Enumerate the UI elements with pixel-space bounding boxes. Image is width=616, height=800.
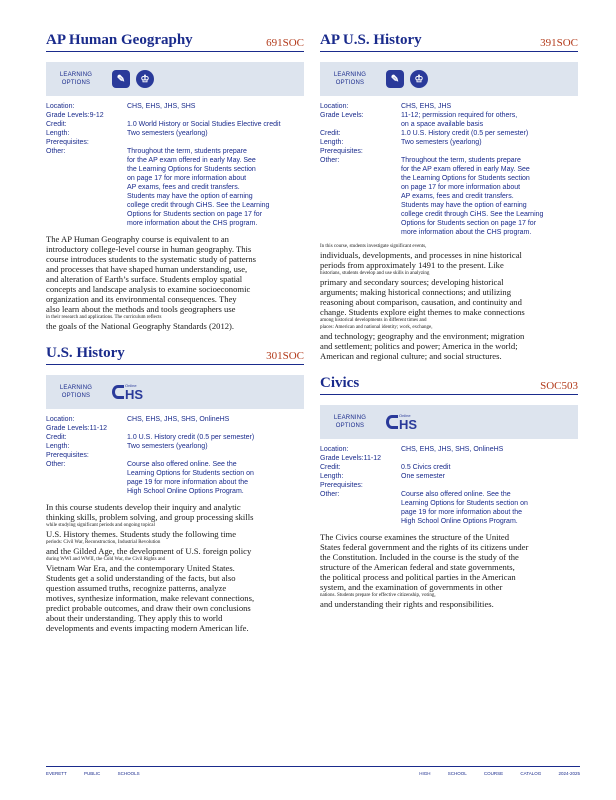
- prerequisites-value: [127, 138, 304, 147]
- desc-line: In this course students develop their inquiry and analytic: [46, 502, 241, 512]
- location-label: Location:: [46, 416, 75, 423]
- desc-line: arguments; making historical connections; and utilizing: [320, 287, 512, 297]
- other-label: Other:: [320, 157, 340, 164]
- desc-line: thinking skills, problem solving, and group processing skills: [46, 512, 254, 522]
- course-us-history: [46, 343, 304, 633]
- footer-text: SCHOOLS: [117, 771, 140, 776]
- other-label: Other:: [46, 461, 66, 468]
- prerequisites-value: [127, 451, 304, 460]
- desc-line: and the Gilded Age, the development of U.S. foreign policy: [46, 546, 252, 556]
- ap-icon: ✎: [386, 70, 404, 88]
- learning-options-label: LEARNING OPTIONS: [333, 415, 367, 429]
- location-value: CHS, EHS, JHS, SHS: [127, 103, 196, 110]
- course-info: [320, 102, 578, 237]
- course-description: [320, 243, 578, 361]
- other-value: Course also offered online. See the Learning Options for Students section on page 19 for more information about the High School Online Options Program.: [401, 491, 528, 525]
- learning-options-icons: [386, 70, 428, 88]
- desc-line: while studying significant periods and ongoing topical: [46, 523, 155, 528]
- course-code: 691SOC: [266, 37, 304, 49]
- footer-left: [46, 771, 156, 776]
- course-title: AP U.S. History: [320, 32, 422, 48]
- desc-line: structure of the American federal and state governments,: [320, 562, 515, 572]
- desc-line: during WWI and WWII, the Cold War, the Civil Rights and: [46, 557, 166, 562]
- footer-text: CATALOG: [520, 771, 542, 776]
- footer-right: [403, 771, 580, 776]
- learning-options-icons: [112, 384, 143, 401]
- credit-value: 1.0 U.S. History credit (0.5 per semester): [401, 130, 529, 137]
- footer-text: 2024-2025: [558, 771, 580, 776]
- prerequisites-value: [401, 481, 578, 490]
- grade-levels-label: Grade Levels:: [320, 112, 364, 119]
- desc-line: motives, synthesize information, make relevant connections,: [46, 593, 255, 603]
- desc-line: concepts and landscape analysis to examine socioeconomic: [46, 284, 251, 294]
- college-credit-icon: ♔: [136, 70, 154, 88]
- desc-line: change. Students explore eight themes to make connections: [320, 307, 525, 317]
- desc-line: also learn about the methods and tools geographers use: [46, 304, 236, 314]
- grade-levels-value: 11-12; permission required for others, on a space available basis: [401, 112, 518, 128]
- length-value: Two semesters (yearlong): [401, 139, 482, 146]
- other-value: Throughout the term, students prepare for the AP exam offered in early May. See the Learning Options for Students section on page 17 for more information about AP exams, fees and credit transfers. Students may have the option of earning college credit through CiHS. See the Learning Options for Students section on page 17 for more information about the CHS program.: [127, 148, 270, 227]
- course-info: [46, 415, 304, 496]
- learning-options-label: LEARNING OPTIONS: [333, 72, 367, 86]
- desc-line: and processes that have shaped human understanding, use,: [46, 264, 248, 274]
- footer-text: EVERETT: [46, 771, 67, 776]
- length-label: Length:: [320, 139, 344, 146]
- desc-line: historians, students develop and use skills in analyzing: [320, 271, 430, 276]
- left-column: [46, 30, 304, 633]
- learning-options-icons: [386, 414, 417, 431]
- ap-icon: ✎: [112, 70, 130, 88]
- other-value: Throughout the term, students prepare for the AP exam offered in early May. See the Learning Options for Students section on page 17 for more information about AP exams, fees and credit transfers. Students may have the option of earning college credit through CiHS. See the Learning Options for Students section on page 17 for more information about the CHS program.: [401, 157, 544, 236]
- course-info: [46, 102, 304, 228]
- desc-line: course introduces students to the systematic study of patterns: [46, 254, 257, 264]
- prerequisites-label: Prerequisites:: [46, 139, 89, 146]
- desc-line: in their research and applications. The curriculum reflects: [46, 315, 162, 320]
- desc-line: individuals, developments, and processes in nine historical: [320, 250, 522, 260]
- grade-levels-label: Grade Levels:11-12: [46, 425, 107, 432]
- desc-line: primary and secondary sources; developing historical: [320, 277, 504, 287]
- course-code: SOC503: [540, 380, 578, 392]
- learning-options-box: [46, 62, 304, 96]
- desc-line: developments and events impacting modern American life.: [46, 623, 249, 633]
- course-info: [320, 445, 578, 526]
- course-description: [46, 502, 304, 633]
- prerequisites-label: Prerequisites:: [46, 452, 89, 459]
- credit-value: 1.0 World History or Social Studies Elective credit: [127, 121, 281, 128]
- location-label: Location:: [320, 103, 349, 110]
- desc-line: and alteration of Earth’s surface. Students employ spatial: [46, 274, 243, 284]
- desc-line: Students get a solid understanding of the facts, but also: [46, 573, 236, 583]
- credit-label: Credit:: [320, 464, 341, 471]
- desc-line: States federal government and the rights of its citizens under: [320, 542, 529, 552]
- desc-line: and understanding their rights and responsibilities.: [320, 599, 494, 609]
- desc-line: and technology; geography and the environment; migration: [320, 331, 525, 341]
- location-value: CHS, EHS, JHS, SHS, OnlineHS: [127, 416, 230, 423]
- desc-line: the Constitution. Included in the course is the study of the: [320, 552, 519, 562]
- length-value: One semester: [401, 473, 445, 480]
- course-ap-human-geography: [46, 30, 304, 331]
- desc-line: system, and the examination of governments in other: [320, 582, 503, 592]
- desc-line: introductory college-level course in human geography. This: [46, 244, 252, 254]
- learning-options-box: [320, 405, 578, 439]
- desc-line: American and regional culture; and social structures.: [320, 351, 502, 361]
- desc-line: Vietnam War Era, and the contemporary United States.: [46, 563, 235, 573]
- desc-line: In this course, students investigate significant events,: [320, 244, 427, 249]
- course-title: AP Human Geography: [46, 32, 193, 48]
- desc-line: The Civics course examines the structure of the United: [320, 532, 510, 542]
- college-credit-icon: ♔: [410, 70, 428, 88]
- desc-line: question assumed truths, recognize patterns, analyze: [46, 583, 227, 593]
- location-value: CHS, EHS, JHS, SHS, OnlineHS: [401, 446, 504, 453]
- credit-value: 1.0 U.S. History credit (0.5 per semester): [127, 434, 255, 441]
- course-description: [46, 234, 304, 331]
- desc-line: periods: Civil War, Reconstruction, Industrial Revolution: [46, 540, 161, 545]
- prerequisites-label: Prerequisites:: [320, 482, 363, 489]
- right-column: [320, 30, 578, 609]
- course-title: U.S. History: [46, 345, 125, 361]
- footer-text: HIGH: [419, 771, 431, 776]
- learning-options-box: [46, 375, 304, 409]
- location-value: CHS, EHS, JHS: [401, 103, 452, 110]
- desc-line: and settlement; politics and power; America in the world;: [320, 341, 518, 351]
- length-value: Two semesters (yearlong): [127, 130, 208, 137]
- course-code: 391SOC: [540, 37, 578, 49]
- length-label: Length:: [320, 473, 344, 480]
- course-header: [46, 30, 304, 52]
- credit-label: Credit:: [320, 130, 341, 137]
- credit-label: Credit:: [46, 434, 67, 441]
- learning-options-label: LEARNING OPTIONS: [59, 385, 93, 399]
- grade-levels-value: 11-12: [363, 455, 381, 462]
- learning-options-label: LEARNING OPTIONS: [59, 72, 93, 86]
- length-value: Two semesters (yearlong): [127, 443, 208, 450]
- course-civics: [320, 373, 578, 609]
- desc-line: organization and its environmental consequences. They: [46, 294, 237, 304]
- course-code: 301SOC: [266, 350, 304, 362]
- footer-text: SCHOOL: [447, 771, 467, 776]
- course-title: Civics: [320, 375, 360, 391]
- prerequisites-value: [401, 147, 578, 156]
- learning-options-box: [320, 62, 578, 96]
- length-label: Length:: [46, 130, 70, 137]
- online-hs-icon: Online HS: [386, 414, 417, 431]
- desc-line: nations. Students prepare for effective citizenship, voting,: [320, 593, 436, 598]
- desc-line: predict probable outcomes, and draw their own conclusions: [46, 603, 251, 613]
- grade-levels-label: Grade Levels:11-12: [320, 455, 381, 462]
- course-ap-us-history: [320, 30, 578, 361]
- desc-line: U.S. History themes. Students study the following time: [46, 529, 237, 539]
- course-header: [320, 30, 578, 52]
- online-hs-icon: Online HS: [112, 384, 143, 401]
- course-header: [320, 373, 578, 395]
- grade-levels-value: 11-12: [89, 425, 107, 432]
- other-label: Other:: [320, 491, 340, 498]
- desc-line: reasoning about comparison, causation, and continuity and: [320, 297, 522, 307]
- footer-text: COURSE: [483, 771, 504, 776]
- footer-text: PUBLIC: [84, 771, 101, 776]
- course-description: [320, 532, 578, 609]
- credit-value: 0.5 Civics credit: [401, 464, 451, 471]
- length-label: Length:: [46, 443, 70, 450]
- location-label: Location:: [320, 446, 349, 453]
- page-footer: [46, 766, 580, 776]
- credit-label: Credit:: [46, 121, 67, 128]
- location-label: Location:: [46, 103, 75, 110]
- other-value: Course also offered online. See the Learning Options for Students section on page 19 for more information about the High School Online Options Program.: [127, 461, 254, 495]
- learning-options-icons: [112, 70, 154, 88]
- desc-line: about their understanding. They apply this to world: [46, 613, 223, 623]
- desc-line: among historical developments in different times and: [320, 318, 427, 323]
- grade-levels-value: 9-12: [89, 112, 104, 119]
- prerequisites-label: Prerequisites:: [320, 148, 363, 155]
- other-label: Other:: [46, 148, 66, 155]
- desc-line: places: American and national identity; work, exchange,: [320, 325, 433, 330]
- desc-line: periods from approximately 1491 to the present. Like: [320, 260, 504, 270]
- course-header: [46, 343, 304, 365]
- desc-line: the political process and political parties in the American: [320, 572, 516, 582]
- desc-line: the goals of the National Geography Standards (2012).: [46, 321, 235, 331]
- desc-line: The AP Human Geography course is equivalent to an: [46, 234, 229, 244]
- grade-levels-label: Grade Levels:9-12: [46, 112, 104, 119]
